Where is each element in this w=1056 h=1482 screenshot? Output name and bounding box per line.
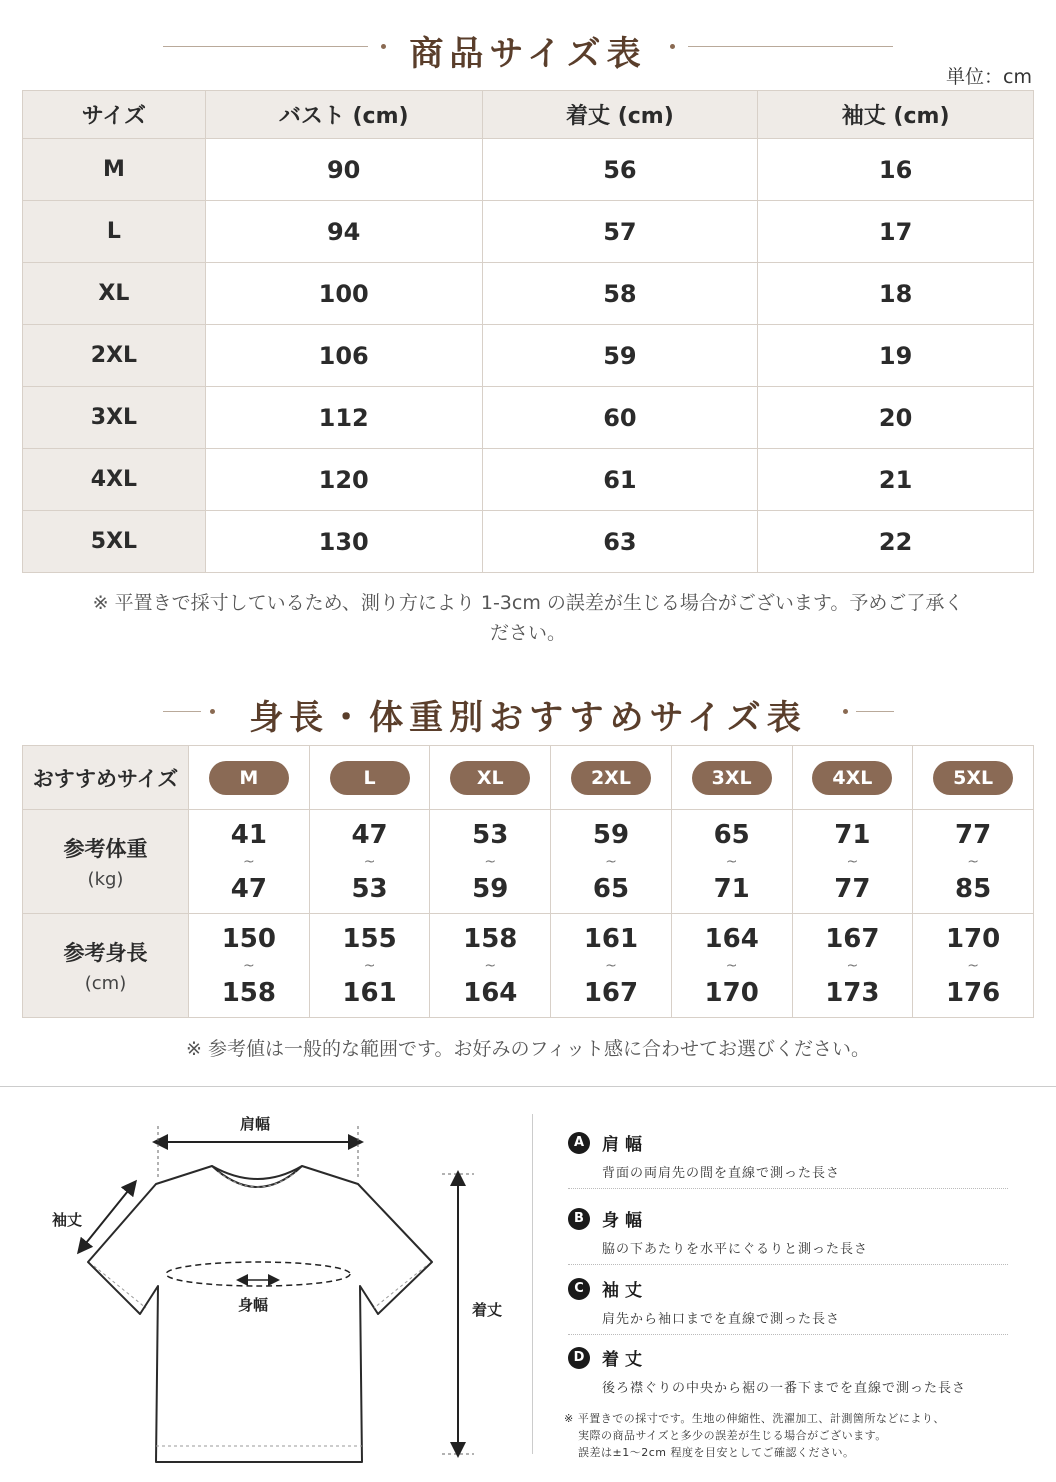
size-cell: 2XL <box>23 325 206 387</box>
weight-range <box>793 820 913 904</box>
guide-item-title: 袖丈 <box>602 1281 648 1301</box>
shoulder-label: 肩幅 <box>240 1115 271 1133</box>
recommend-note: ※ 参考値は一般的な範囲です。お好みのフィット感に合わせてお選びください。 <box>186 1038 870 1060</box>
bust-cell: 112 <box>205 387 482 449</box>
range-max: 65 <box>592 873 630 904</box>
length-cell: 58 <box>482 263 758 325</box>
badge-c: C <box>568 1278 590 1300</box>
sleeve-cell: 16 <box>758 139 1034 201</box>
length-cell: 57 <box>482 201 758 263</box>
range-max: 161 <box>342 977 397 1008</box>
tilde: ~ <box>846 957 859 974</box>
range-min: 77 <box>955 819 992 850</box>
tilde: ~ <box>967 853 979 870</box>
size-cell: M <box>23 139 206 201</box>
range-min: 164 <box>704 923 759 954</box>
length-cell: 60 <box>482 387 758 449</box>
weight-label: 参考体重 <box>63 837 148 861</box>
tilde: ~ <box>363 853 376 870</box>
tilde: ~ <box>725 957 738 974</box>
header-bust: バスト (cm) <box>205 91 482 139</box>
weight-range <box>430 820 550 904</box>
body-width-label: 身幅 <box>238 1296 269 1314</box>
guide-item-title: 着丈 <box>602 1350 648 1370</box>
range-max: 173 <box>825 977 880 1008</box>
size-cell: 5XL <box>23 511 206 573</box>
range-max: 176 <box>945 977 1001 1008</box>
height-range <box>430 924 550 1008</box>
tilde: ~ <box>242 853 255 870</box>
height-range <box>551 924 671 1008</box>
guide-item-desc: 肩先から袖口までを直線で測った長さ <box>602 1312 841 1327</box>
guide-item-title: 肩幅 <box>602 1135 648 1155</box>
sleeve-label: 袖丈 <box>52 1211 83 1229</box>
badge-b: B <box>568 1208 590 1230</box>
fine-print-line: 誤差は±1～2cm 程度を目安としてご確認ください。 <box>578 1446 855 1459</box>
table-row <box>23 263 1034 325</box>
tshirt-diagram <box>0 1086 532 1482</box>
range-min: 161 <box>583 923 639 954</box>
range-min: 170 <box>945 923 1001 954</box>
size-pill: XL <box>450 761 530 795</box>
guide-item-title: 身幅 <box>602 1211 648 1231</box>
table-row <box>23 139 1034 201</box>
tilde: ~ <box>725 853 738 870</box>
tilde: ~ <box>242 957 255 974</box>
size-row <box>23 746 1034 810</box>
sleeve-cell: 20 <box>758 387 1034 449</box>
height-label: 参考身長 <box>63 941 148 965</box>
range-max: 158 <box>221 977 276 1008</box>
note-line: ※ 平置きで採寸しているため、測り方により 1-3cm の誤差が生じる場合がございます。予めご了承く <box>92 592 964 614</box>
table-row <box>23 201 1034 263</box>
bust-cell: 90 <box>205 139 482 201</box>
recommend-chart-title: 身長・体重別おすすめサイズ表 <box>249 698 807 738</box>
size-table <box>22 90 1034 573</box>
height-row <box>23 914 1034 1018</box>
range-max: 77 <box>834 873 871 904</box>
height-range <box>672 924 792 1008</box>
sleeve-cell: 17 <box>758 201 1034 263</box>
range-min: 167 <box>825 923 880 954</box>
tilde: ~ <box>605 853 617 870</box>
height-range <box>189 924 309 1008</box>
height-range <box>310 924 430 1008</box>
guide-divider <box>532 1114 533 1454</box>
weight-range <box>551 820 671 904</box>
range-min: 65 <box>713 819 750 850</box>
range-min: 71 <box>834 819 871 850</box>
tilde: ~ <box>605 957 617 974</box>
weight-range <box>310 820 430 904</box>
range-max: 47 <box>230 873 267 904</box>
size-chart-heading <box>0 22 1056 72</box>
fine-print <box>564 1410 945 1461</box>
recommend-table <box>22 745 1034 1018</box>
table-row <box>23 325 1034 387</box>
bust-cell: 94 <box>205 201 482 263</box>
tilde: ~ <box>846 853 859 870</box>
weight-unit: (kg) <box>87 869 124 890</box>
height-range <box>793 924 913 1008</box>
range-max: 170 <box>704 977 759 1008</box>
weight-range <box>672 820 792 904</box>
size-pill: M <box>209 761 289 795</box>
size-cell: 4XL <box>23 449 206 511</box>
size-cell: L <box>23 201 206 263</box>
height-unit: (cm) <box>84 973 127 994</box>
range-max: 164 <box>463 977 518 1008</box>
size-pill: 2XL <box>571 761 651 795</box>
recommend-chart-heading <box>0 686 1056 736</box>
size-chart-note <box>30 588 1026 648</box>
sleeve-cell: 18 <box>758 263 1034 325</box>
badge-a: A <box>568 1132 590 1154</box>
sleeve-cell: 22 <box>758 511 1034 573</box>
guide-item-desc: 後ろ襟ぐりの中央から裾の一番下までを直線で測った長さ <box>602 1381 967 1396</box>
range-max: 85 <box>955 873 992 904</box>
note-line: ださい。 <box>489 622 566 644</box>
bust-cell: 130 <box>205 511 482 573</box>
guide-item-desc: 脇の下あたりを水平にぐるりと測った長さ <box>602 1242 869 1257</box>
recommend-size-label: おすすめサイズ <box>23 746 189 810</box>
guide-item-desc: 背面の両肩先の間を直線で測った長さ <box>602 1166 841 1181</box>
table-row <box>23 387 1034 449</box>
table-row <box>23 449 1034 511</box>
range-min: 155 <box>342 923 397 954</box>
unit-label: 単位：cm <box>946 66 1032 88</box>
range-min: 53 <box>472 819 509 850</box>
size-pill: 3XL <box>692 761 772 795</box>
fine-print-line: ※ 平置きでの採寸です。生地の伸縮性、洗濯加工、計測箇所などにより、 <box>564 1412 945 1425</box>
size-chart-title: 商品サイズ表 <box>409 34 647 74</box>
weight-row <box>23 810 1034 914</box>
range-max: 167 <box>583 977 639 1008</box>
range-min: 41 <box>230 819 267 850</box>
table-row <box>23 511 1034 573</box>
tilde: ~ <box>484 957 497 974</box>
range-max: 71 <box>713 873 750 904</box>
fine-print-line: 実際の商品サイズと多少の誤差が生じる場合がございます。 <box>578 1429 887 1442</box>
range-max: 53 <box>351 873 388 904</box>
bust-cell: 100 <box>205 263 482 325</box>
length-cell: 61 <box>482 449 758 511</box>
sleeve-cell: 21 <box>758 449 1034 511</box>
range-min: 47 <box>351 819 388 850</box>
height-range <box>913 924 1033 1008</box>
tilde: ~ <box>484 853 497 870</box>
range-min: 158 <box>463 923 518 954</box>
length-cell: 59 <box>482 325 758 387</box>
header-sleeve: 袖丈 (cm) <box>758 91 1034 139</box>
sleeve-cell: 19 <box>758 325 1034 387</box>
size-pill: L <box>330 761 410 795</box>
tilde: ~ <box>363 957 376 974</box>
size-pill: 4XL <box>812 761 892 795</box>
size-cell: XL <box>23 263 206 325</box>
bust-cell: 106 <box>205 325 482 387</box>
size-table-header <box>23 91 1034 139</box>
weight-range <box>913 820 1033 904</box>
badge-d: D <box>568 1347 590 1369</box>
tilde: ~ <box>967 957 979 974</box>
range-min: 59 <box>592 819 630 850</box>
range-min: 150 <box>221 923 276 954</box>
length-cell: 63 <box>482 511 758 573</box>
weight-range <box>189 820 309 904</box>
range-max: 59 <box>472 873 509 904</box>
header-length: 着丈 (cm) <box>482 91 758 139</box>
bust-cell: 120 <box>205 449 482 511</box>
length-cell: 56 <box>482 139 758 201</box>
length-label: 着丈 <box>472 1301 503 1319</box>
header-size: サイズ <box>23 91 206 139</box>
size-cell: 3XL <box>23 387 206 449</box>
size-pill: 5XL <box>933 761 1013 795</box>
